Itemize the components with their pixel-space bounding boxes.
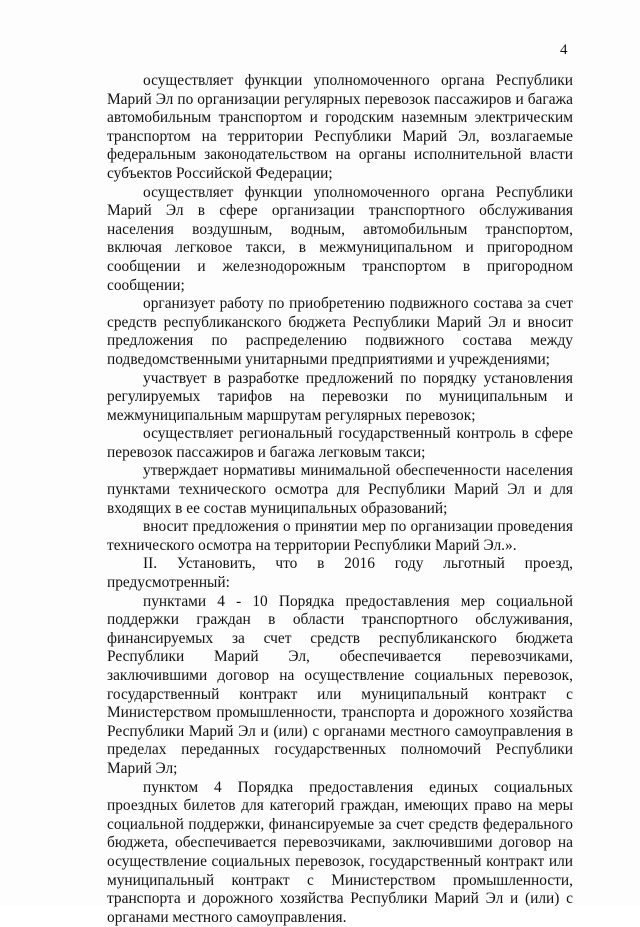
paragraph-rolling-stock-purchase: организует работу по приобретению подвижного состава за счет средств республиканского бюджета Республики Марий Эл и вносит предложения по распределению подвижного состава между подведомственными унитарными предприятиями и учреждениями; [107, 295, 573, 368]
page-number: 4 [560, 42, 568, 58]
document-body [107, 72, 573, 927]
paragraph-item-4-tickets: пунктом 4 Порядка предоставления единых социальных проездных билетов для категорий граждан, имеющих право на меры социальной поддержки, финансируемые за счет средств федерального бюджета, обеспечивается перевозчиками, заключившими договор на осуществление социальных перевозок, государственный контракт или муниципальный контракт с Министерством промышленности, транспорта и дорожного хозяйства Республики Марий Эл и (или) с органами местного самоуправления. [107, 778, 573, 926]
paragraph-tariff-proposals: участвует в разработке предложений по порядку установления регулируемых тарифов на перевозки по муниципальным и межмуниципальным маршрутам регулярных перевозок; [107, 369, 573, 424]
paragraph-authorized-body-transport-services: осуществляет функции уполномоченного органа Республики Марий Эл в сфере организации транспортного обслуживания населения воздушным, водным, автомобильным транспортом, включая легковое такси, в межмуниципальном и пригородном сообщении и железнодорожным транспортом в пригородном сообщении; [107, 183, 573, 294]
paragraph-taxi-control: осуществляет региональный государственный контроль в сфере перевозок пассажиров и багажа легковым такси; [107, 425, 573, 461]
paragraph-authorized-body-regular-transport: осуществляет функции уполномоченного органа Республики Марий Эл по организации регулярных перевозок пассажиров и багажа автомобильным транспортом и городским наземным электрическим транспортом на территории Республики Марий Эл, возлагаемые федеральным законодательством на органы исполнительной власти субъектов Российской Федерации; [107, 72, 573, 182]
paragraph-inspection-proposals: вносит предложения о принятии мер по организации проведения технического осмотра на территории Республики Марий Эл.». [107, 518, 573, 554]
paragraph-inspection-norms: утверждает нормативы минимальной обеспеченности населения пунктами технического осмотра для Республики Марий Эл и для входящих в ее состав муниципальных образований; [107, 462, 573, 517]
paragraph-items-4-10: пунктами 4 - 10 Порядка предоставления мер социальной поддержки граждан в области транспортного обслуживания, финансируемых за счет средств республиканского бюджета Республики Марий Эл, обеспечивается перевозчиками, заключившими договор на осуществление социальных перевозок, государственный контракт или муниципальный контракт с Министерством промышленности, транспорта и дорожного хозяйства Республики Марий Эл и (или) с органами местного самоуправления в пределах переданных государственных полномочий Республики Марий Эл; [107, 592, 573, 777]
paragraph-section-ii-heading: II. Установить, что в 2016 году льготный проезд, предусмотренный: [107, 555, 573, 592]
